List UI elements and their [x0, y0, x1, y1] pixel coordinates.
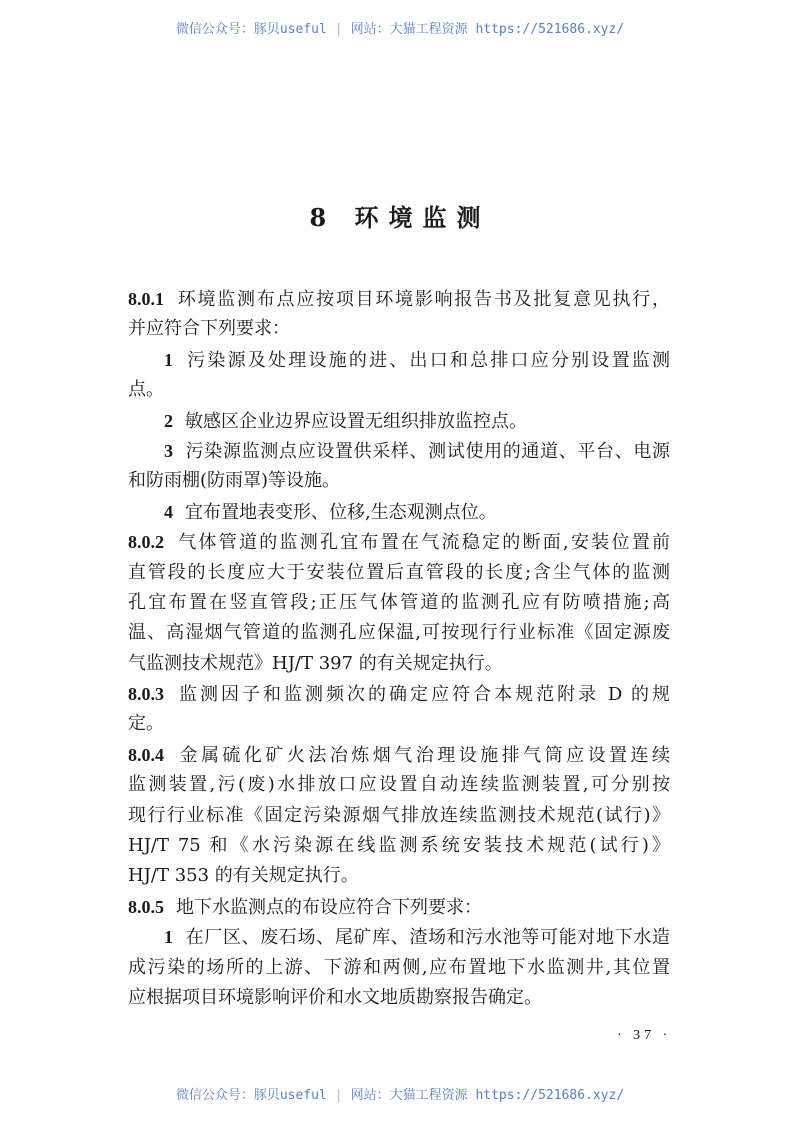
line-text: 气监测技术规范》HJ/T 397 的有关规定执行。 [128, 652, 503, 674]
text-line [128, 588, 670, 618]
chapter-title: 8 环境监测 [309, 203, 491, 232]
line-text: 应根据项目环境影响评价和水文地质勘察报告确定。 [128, 986, 542, 1008]
clause-number: 8.0.5 [128, 896, 164, 917]
text-line [128, 709, 670, 739]
clause-line [128, 406, 670, 436]
watermark-separator: | [334, 22, 343, 37]
line-text: 在厂区、废石场、尾矿库、渣场和污水池等可能对地下水造 [185, 927, 670, 949]
clause-line [128, 527, 670, 557]
line-text: 定。 [128, 713, 164, 735]
text-line [128, 558, 670, 588]
watermark-top [0, 18, 800, 37]
watermark-bottom [0, 1084, 800, 1103]
text-line [128, 861, 670, 891]
line-text: 和防雨棚(防雨罩)等设施。 [128, 470, 341, 492]
line-text: 污染源监测点应设置供采样、测试使用的通道、平台、电源 [185, 440, 670, 462]
line-text: 污染源及处理设施的进、出口和总排口应分别设置监测 [185, 349, 670, 371]
clause-number: 1 [164, 927, 173, 948]
clause-number: 3 [164, 440, 173, 461]
text-line [128, 375, 670, 405]
clause-line [128, 740, 670, 770]
clause-number: 8.0.3 [128, 684, 164, 705]
clause-line [128, 922, 670, 952]
line-text: 直管段的长度应大于安装位置后直管段的长度;含尘气体的监测 [128, 561, 670, 583]
text-line [128, 649, 670, 679]
clause-number: 8.0.1 [128, 289, 164, 309]
document-body [128, 284, 670, 1013]
line-text: 监测因子和监测频次的确定应符合本规范附录 D 的规 [176, 684, 670, 706]
line-text: 并应符合下列要求： [128, 318, 290, 340]
line-text: 点。 [128, 379, 164, 401]
line-text: 温、高湿烟气管道的监测孔应保温,可按现行行业标准《固定源废 [128, 622, 670, 644]
watermark-right-text: 网站：大猫工程资源 https://521686.xyz/ [350, 1088, 625, 1103]
line-text: 敏感区企业边界应设置无组织排放监控点。 [185, 410, 527, 432]
line-text: 监测装置,污(废)水排放口应设置自动连续监测装置,可分别按 [128, 774, 670, 796]
page-number: · 37 · [617, 1028, 672, 1043]
line-text: 环境监测布点应按项目环境影响报告书及批复意见执行， [176, 289, 670, 310]
watermark-left-text: 微信公众号：豚贝useful [175, 22, 327, 37]
text-line [128, 618, 670, 648]
clause-number: 4 [164, 501, 173, 522]
text-line [128, 983, 670, 1013]
line-text: 宜布置地表变形、位移,生态观测点位。 [185, 501, 497, 523]
line-text: 金属硫化矿火法冶炼烟气治理设施排气筒应设置连续 [176, 744, 670, 766]
watermark-left-text: 微信公众号：豚贝useful [175, 1088, 327, 1103]
clause-number: 8.0.2 [128, 532, 164, 553]
watermark-separator: | [334, 1088, 343, 1103]
clause-number: 1 [164, 349, 173, 370]
line-text: 现行行业标准《固定污染源烟气排放连续监测技术规范(试行)》 [128, 804, 670, 826]
text-line [128, 314, 670, 344]
line-text: HJ/T 75 和《水污染源在线监测系统安装技术规范(试行)》 [128, 835, 670, 857]
clause-line [128, 497, 670, 527]
text-line [128, 831, 670, 861]
clause-line [128, 436, 670, 466]
text-line [128, 801, 670, 831]
line-text: 气体管道的监测孔宜布置在气流稳定的断面,安装位置前 [176, 532, 670, 554]
line-text: 成污染的场所的上游、下游和两侧,应布置地下水监测井,其位置 [128, 956, 670, 978]
clause-line [128, 345, 670, 375]
line-text: 孔宜布置在竖直管段;正压气体管道的监测孔应有防喷措施;高 [128, 591, 670, 613]
line-text: 地下水监测点的布设应符合下列要求： [176, 896, 482, 918]
watermark-right-text: 网站：大猫工程资源 https://521686.xyz/ [350, 22, 625, 37]
text-line [128, 953, 670, 983]
clause-line [128, 892, 670, 922]
clause-number: 8.0.4 [128, 744, 164, 765]
text-line [128, 466, 670, 496]
clause-line [128, 284, 670, 314]
text-line [128, 770, 670, 800]
clause-number: 2 [164, 410, 173, 431]
clause-line [128, 679, 670, 709]
line-text: HJ/T 353 的有关规定执行。 [128, 865, 359, 887]
